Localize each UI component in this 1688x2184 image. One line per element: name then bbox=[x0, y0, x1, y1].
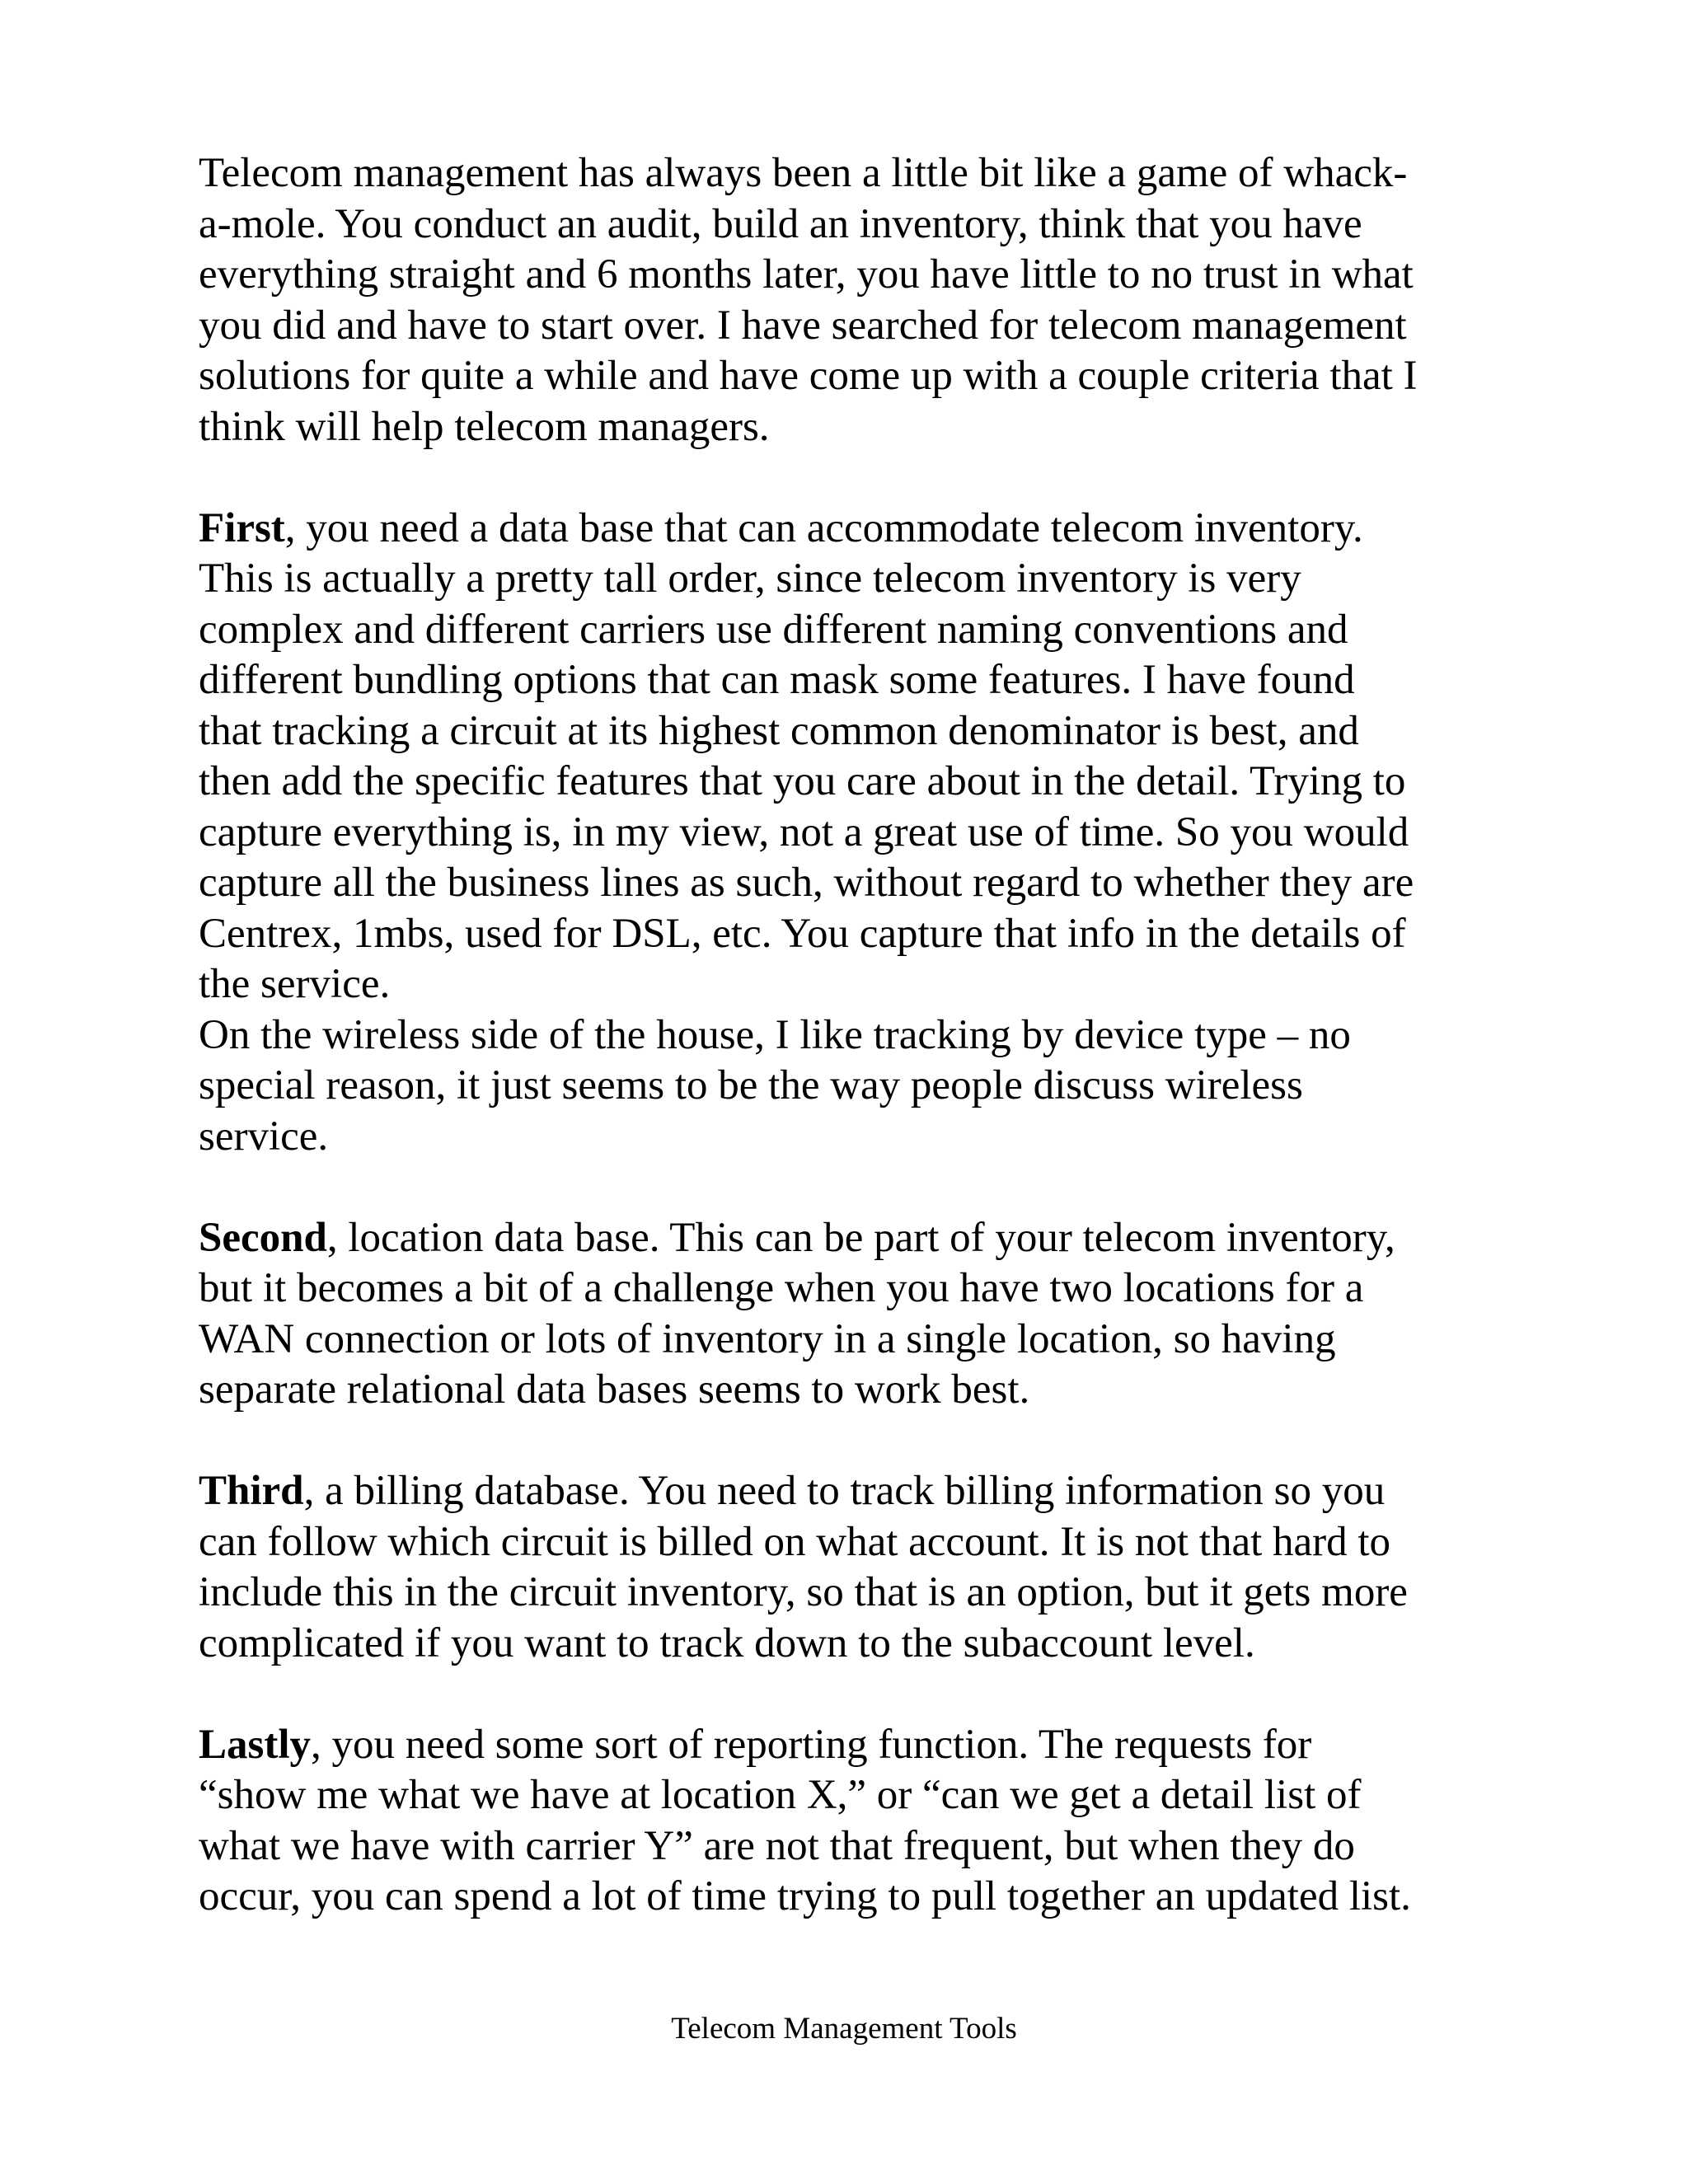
text-line: a-mole. You conduct an audit, build an inventory, think that you have bbox=[199, 200, 1362, 247]
text-line: Telecom management has always been a little bit like a game of whack- bbox=[199, 150, 1408, 196]
text-run: , location data base. This can be part of your telecom inventory, bbox=[326, 1214, 1395, 1261]
text-line: This is actually a pretty tall order, since telecom inventory is very bbox=[199, 555, 1301, 602]
text-line: “show me what we have at location X,” or “can we get a detail list of bbox=[199, 1772, 1362, 1818]
text-line bbox=[199, 1213, 1501, 1264]
text-line: service. bbox=[199, 1113, 329, 1160]
text-run: , you need a data base that can accommodate telecom inventory. bbox=[284, 504, 1363, 551]
paragraph-lastly bbox=[199, 1720, 1501, 1923]
text-line: separate relational data bases seems to work best. bbox=[199, 1366, 1030, 1413]
paragraph-gap bbox=[199, 1416, 1501, 1467]
paragraph-lead-second: Second bbox=[199, 1214, 327, 1261]
text-line: what we have with carrier Y” are not that frequent, but when they do bbox=[199, 1822, 1355, 1869]
text-line: solutions for quite a while and have come up with a couple criteria that I bbox=[199, 353, 1418, 399]
text-line: that tracking a circuit at its highest common denominator is best, and bbox=[199, 707, 1359, 754]
paragraph-lead-third: Third bbox=[199, 1468, 304, 1514]
text-line: Centrex, 1mbs, used for DSL, etc. You capture that info in the details of bbox=[199, 910, 1406, 957]
text-run: , a billing database. You need to track billing information so you bbox=[303, 1468, 1386, 1514]
text-line: capture all the business lines as such, without regard to whether they are bbox=[199, 860, 1414, 906]
page-footer: Telecom Management Tools bbox=[671, 2012, 1017, 2046]
text-run: , you need some sort of reporting function. The requests for bbox=[311, 1721, 1312, 1768]
text-line: complex and different carriers use different naming conventions and bbox=[199, 606, 1348, 653]
text-line: different bundling options that can mask some features. I have found bbox=[199, 657, 1355, 703]
text-line: but it becomes a bit of a challenge when you have two locations for a bbox=[199, 1265, 1364, 1311]
text-line: complicated if you want to track down to the subaccount level. bbox=[199, 1619, 1255, 1666]
text-line: everything straight and 6 months later, you have little to no trust in what bbox=[199, 251, 1414, 298]
paragraph-gap bbox=[199, 452, 1501, 504]
text-line bbox=[199, 1720, 1501, 1771]
text-line: the service. bbox=[199, 961, 391, 1007]
paragraph-intro bbox=[199, 148, 1501, 452]
document-body bbox=[199, 148, 1501, 1923]
text-line: On the wireless side of the house, I like tracking by device type – no bbox=[199, 1011, 1351, 1058]
text-line bbox=[199, 504, 1501, 555]
text-line: special reason, it just seems to be the way people discuss wireless bbox=[199, 1062, 1303, 1108]
text-line bbox=[199, 1466, 1501, 1517]
text-line: you did and have to start over. I have searched for telecom management bbox=[199, 302, 1407, 349]
text-line: think will help telecom managers. bbox=[199, 403, 770, 450]
text-line: then add the specific features that you care about in the detail. Trying to bbox=[199, 758, 1406, 804]
text-line: capture everything is, in my view, not a great use of time. So you would bbox=[199, 808, 1409, 855]
text-line: WAN connection or lots of inventory in a single location, so having bbox=[199, 1315, 1336, 1362]
paragraph-gap bbox=[199, 1669, 1501, 1720]
text-line: can follow which circuit is billed on what account. It is not that hard to bbox=[199, 1518, 1391, 1565]
paragraph-lead-lastly: Lastly bbox=[199, 1721, 312, 1768]
paragraph-second bbox=[199, 1213, 1501, 1416]
text-line: include this in the circuit inventory, so that is an option, but it gets more bbox=[199, 1569, 1408, 1615]
paragraph-third bbox=[199, 1466, 1501, 1669]
text-line: occur, you can spend a lot of time trying to pull together an updated list. bbox=[199, 1873, 1411, 1919]
paragraph-lead-first: First bbox=[199, 504, 285, 551]
paragraph-first bbox=[199, 504, 1501, 1163]
paragraph-gap bbox=[199, 1162, 1501, 1213]
